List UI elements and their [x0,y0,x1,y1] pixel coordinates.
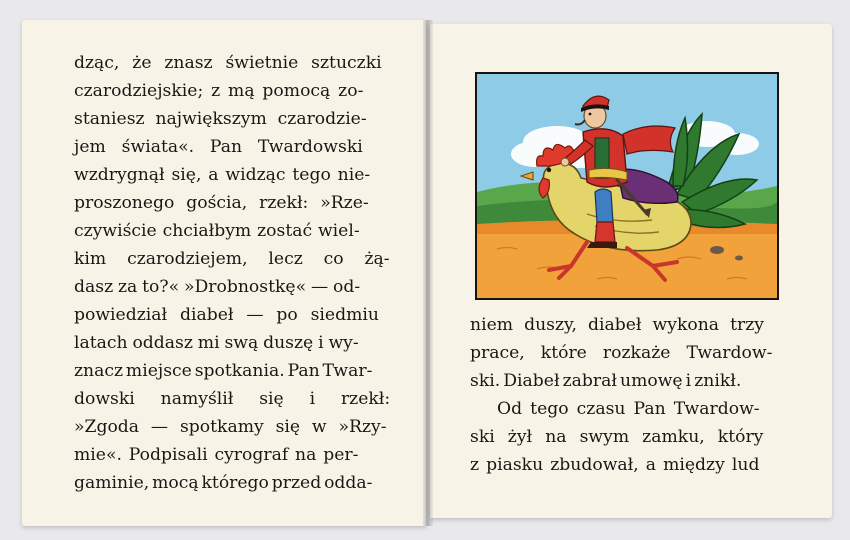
text-line: kim czarodziejem, lecz co żą- [74,249,390,269]
text-line: gaminie, mocą którego przed odda- [74,473,373,493]
text-line: dząc, że znasz świetnie sztuczki [74,53,382,73]
text-line: z piasku zbudował, a między lud [470,455,760,475]
text-line: dowski namyślił się i rzekł: [74,389,391,409]
text-line: znacz miejsce spotkania. Pan Twar- [74,361,373,381]
text-line: powiedział diabeł — po siedmiu [74,305,379,325]
text-line: czywiście chciałbym zostać wiel- [74,221,360,241]
text-line: jem świata«. Pan Twardowski [74,137,363,157]
text-line: proszonego gościa, rzekł: »Rze- [74,193,369,213]
book-gutter [423,20,433,526]
text-line: staniesz największym czarodzie- [74,109,367,129]
text-line: mie«. Podpisali cyrograf na per- [74,445,359,465]
text-line: latach oddasz mi swą duszę i wy- [74,333,359,353]
text-line: czarodziejskie; z mą pomocą zo- [74,81,364,101]
text-line: niem duszy, diabeł wykona trzy [470,315,765,335]
text-line: wzdrygnął się, a widząc tego nie- [74,165,371,185]
text-line: dasz za to?« »Drobnostkę« — od- [74,277,361,297]
text-line: Od tego czasu Pan Twardow- [497,399,760,419]
text-line: ski. Diabeł zabrał umowę i znikł. [470,371,742,391]
text-line: ski żył na swym zamku, który [470,427,764,447]
text-line: prace, które rozkaże Twardow- [470,343,773,363]
text-line: »Zgoda — spotkamy się w »Rzy- [74,417,387,437]
rooster-rider-illustration [475,72,779,300]
illustration-artwork [477,74,777,298]
